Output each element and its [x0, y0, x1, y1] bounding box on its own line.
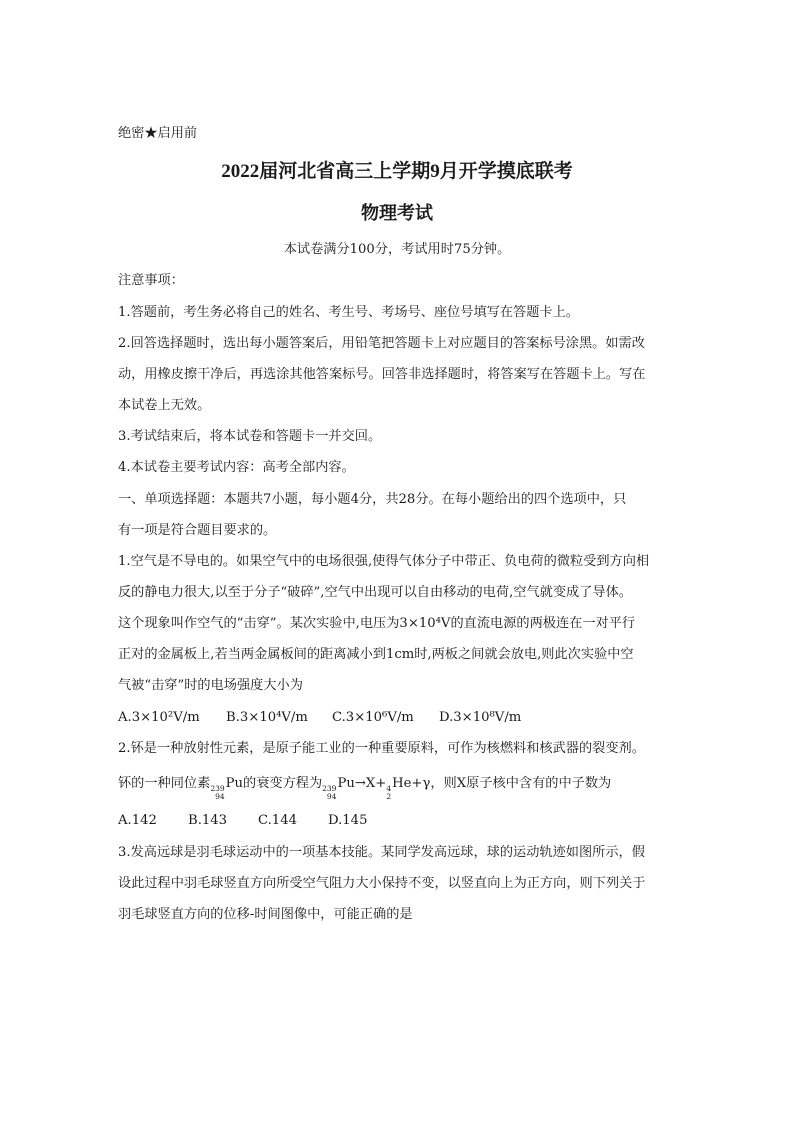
- he-mass-number: 4: [386, 784, 392, 793]
- q2-option-a[interactable]: A.142: [118, 813, 157, 828]
- q1-stem: 反的静电力很大,以至于分子“破碎”,空气中出现可以自由移动的电荷,空气就变成了导体。: [118, 585, 632, 600]
- he-atomic-number: 2: [386, 792, 392, 801]
- note-item: 4.本试卷主要考试内容：高考全部内容。: [118, 460, 355, 475]
- notes-heading: 注意事项：: [118, 273, 184, 288]
- q2-option-d[interactable]: D.145: [328, 813, 368, 828]
- note-item: 2.回答选择题时，选出每小题答案后，用铅笔把答题卡上对应题目的答案标号涂黑。如需改: [118, 336, 645, 351]
- plutonium-nuclide: [210, 775, 243, 801]
- q2-equation-line: [118, 775, 678, 801]
- pu-atomic-number: 94: [215, 792, 225, 801]
- q1-stem: 1.空气是不导电的。如果空气中的电场很强,使得气体分子中带正、负电荷的微粒受到方向相: [118, 554, 650, 569]
- exam-info: 本试卷满分100分，考试用时75分钟。: [283, 242, 511, 257]
- secret-label: 绝密★启用前: [118, 126, 198, 141]
- q1-option-b[interactable]: B.3×10⁴V/m: [226, 710, 308, 725]
- q1-stem: 这个现象叫作空气的“击穿”。某次实验中,电压为3×10⁴V的直流电源的两极连在一对平行: [118, 616, 636, 631]
- note-item: 本试卷上无效。: [118, 398, 211, 413]
- section-heading: 一、单项选择题：本题共7小题，每小题4分，共28分。在每小题给出的四个选项中，只: [118, 492, 627, 507]
- q2-stem: 2.钚是一种放射性元素，是原子能工业的一种重要原料，可作为核燃料和核武器的裂变剂。: [118, 741, 645, 756]
- note-item: 1.答题前，考生务必将自己的姓名、考生号、考场号、座位号填写在答题卡上。: [118, 305, 579, 320]
- note-item: 3.考试结束后，将本试卷和答题卡一并交回。: [118, 429, 382, 444]
- note-item: 动，用橡皮擦干净后，再选涂其他答案标号。回答非选择题时，将答案写在答题卡上。写在: [118, 367, 646, 382]
- q3-stem: 设此过程中羽毛球竖直方向所受空气阻力大小保持不变，以竖直向上为正方向，则下列关于: [118, 876, 646, 891]
- plutonium-nuclide-eq: [322, 775, 355, 801]
- q2-option-c[interactable]: C.144: [258, 813, 297, 828]
- pu-mass-number: 239: [322, 784, 337, 793]
- q1-option-d[interactable]: D.3×10⁸V/m: [439, 710, 522, 725]
- q1-stem: 气被“击穿”时的电场强度大小为: [118, 678, 303, 693]
- section-heading-cont: 有一项是符合题目要求的。: [118, 523, 277, 538]
- q2-text-pre: 钚的一种同位素: [118, 776, 211, 791]
- q2-text-mid: 的衰变方程为: [243, 776, 323, 791]
- pu-mass-number: 239: [210, 784, 225, 793]
- q2-text-post: ，则X原子核中含有的中子数为: [430, 776, 612, 791]
- pu-symbol: Pu: [225, 776, 244, 791]
- decay-arrow: →X+: [354, 776, 387, 791]
- q2-option-b[interactable]: B.143: [188, 813, 228, 828]
- he-symbol: He+γ: [392, 776, 431, 791]
- pu-atomic-number: 94: [326, 792, 337, 801]
- q3-stem: 羽毛球竖直方向的位移-时间图像中，可能正确的是: [118, 907, 413, 922]
- q1-option-a[interactable]: A.3×10²V/m: [118, 710, 200, 725]
- subject-title: 物理考试: [361, 203, 433, 223]
- helium-nuclide: [386, 775, 430, 801]
- q1-stem: 正对的金属板上,若当两金属板间的距离减小到1cm时,两板之间就会放电,则此次实验中空: [118, 647, 634, 662]
- q1-option-c[interactable]: C.3×10⁶V/m: [332, 710, 414, 725]
- pu-symbol: Pu: [337, 776, 355, 791]
- exam-title: 2022届河北省高三上学期9月开学摸底联考: [221, 161, 573, 182]
- q3-stem: 3.发高远球是羽毛球运动中的一项基本技能。某同学发高远球，球的运动轨迹如图所示，假: [118, 845, 645, 860]
